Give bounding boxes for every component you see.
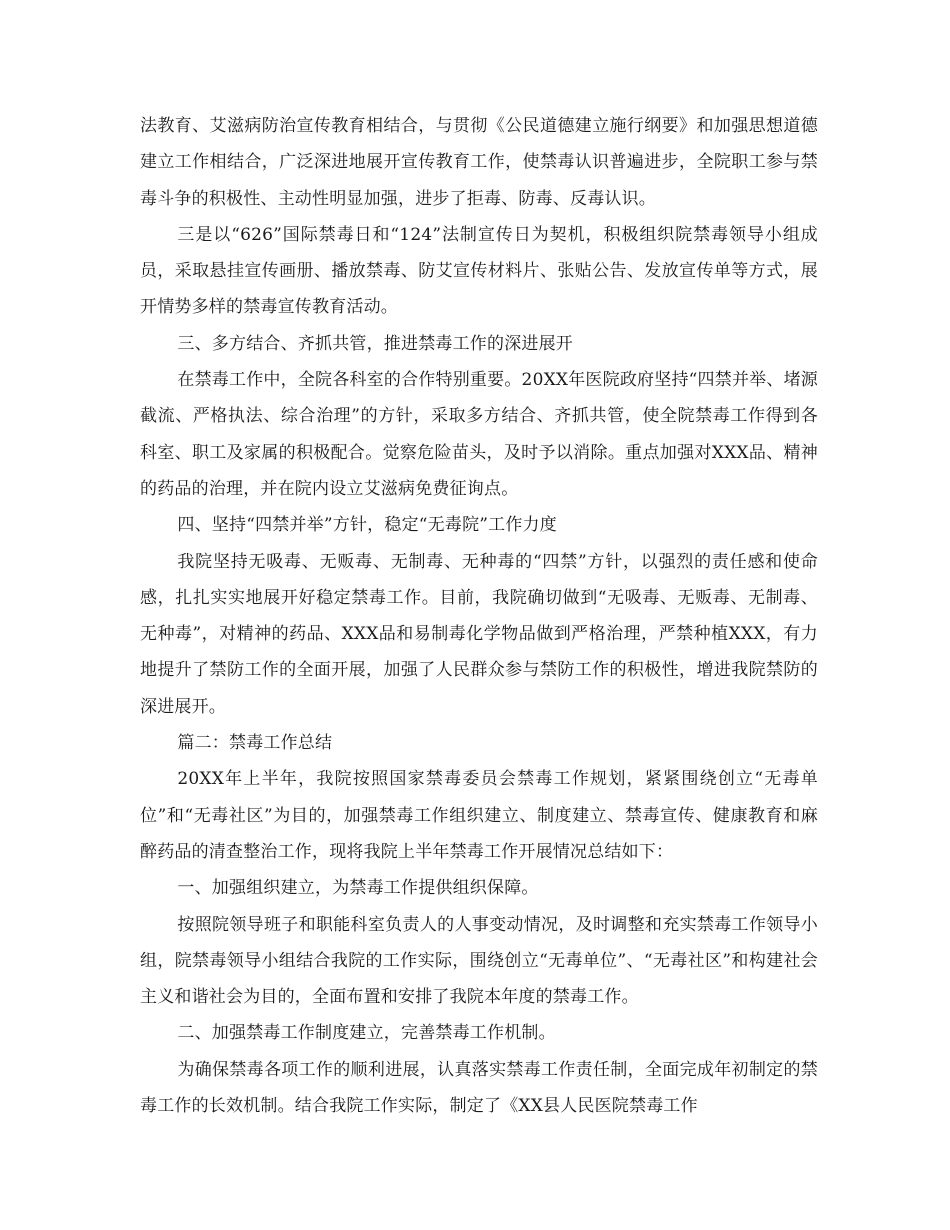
body-paragraph: 我院坚持无吸毒、无贩毒、无制毒、无种毒的“四禁”方针，以强烈的责任感和使命感，扎扎实实地展开好稳定禁毒工作。目前，我院确切做到“无吸毒、无贩毒、无制毒、无种毒”，对精神的药品、XXX品和易制毒化学物品做到严格治理，严禁种植XXX，有力地提升了禁防工作的全面开展，加强了人民群众参与禁防工作的积极性，增进我院禁防的深进展开。	[140, 551, 818, 717]
section-heading: 篇二：禁毒工作总结	[177, 733, 333, 754]
body-paragraph: 法教育、艾滋病防治宣传教育相结合，与贯彻《公民道德建立施行纲要》和加强思想道德建立工作相结合，广泛深进地展开宣传教育工作，使禁毒认识普遍进步，全院职工参与禁毒斗争的积极性、主动性明显加强，进步了拒毒、防毒、反毒认识。	[140, 116, 818, 209]
section-heading: 四、坚持“四禁并举”方针，稳定“无毒院”工作力度	[177, 515, 557, 536]
document-body	[140, 108, 818, 1124]
body-paragraph: 按照院领导班子和职能科室负责人的人事变动情况，及时调整和充实禁毒工作领导小组，院禁毒领导小组结合我院的工作实际，围绕创立“无毒单位”、“无毒社区”和构建社会主义和谐社会为目的，全面布置和安排了我院本年度的禁毒工作。	[140, 914, 818, 1008]
section-heading: 二、加强禁毒工作制度建立，完善禁毒工作机制。	[177, 1023, 556, 1044]
body-paragraph: 为确保禁毒各项工作的顺利进展，认真落实禁毒工作责任制，全面完成年初制定的禁毒工作的长效机制。结合我院工作实际，制定了《XX县人民医院禁毒工作	[140, 1059, 818, 1117]
section-heading: 一、加强组织建立，为禁毒工作提供组织保障。	[177, 878, 539, 899]
body-paragraph: 20XX年上半年，我院按照国家禁毒委员会禁毒工作规划，紧紧围绕创立“无毒单位”和“无毒社区”为目的，加强禁毒工作组织建立、制度建立、禁毒宣传、健康教育和麻醉药品的清查整治工作，现将我院上半年禁毒工作开展情况总结如下：	[140, 769, 818, 862]
section-heading: 三、多方结合、齐抓共管，推进禁毒工作的深进展开	[177, 333, 573, 354]
body-paragraph: 在禁毒工作中，全院各科室的合作特别重要。20XX年医院政府坚持“四禁并举、堵源截流、严格执法、综合治理”的方针，采取多方结合、齐抓共管，使全院禁毒工作得到各科室、职工及家属的积极配合。觉察危险苗头，及时予以消除。重点加强对XXX品、精神的药品的治理，并在院内设立艾滋病免费征询点。	[140, 370, 818, 499]
body-paragraph: 三是以“626”国际禁毒日和“124”法制宣传日为契机，积极组织院禁毒领导小组成员，采取悬挂宣传画册、播放禁毒、防艾宣传材料片、张贴公告、发放宣传单等方式，展开情势多样的禁毒宣传教育活动。	[140, 224, 818, 318]
